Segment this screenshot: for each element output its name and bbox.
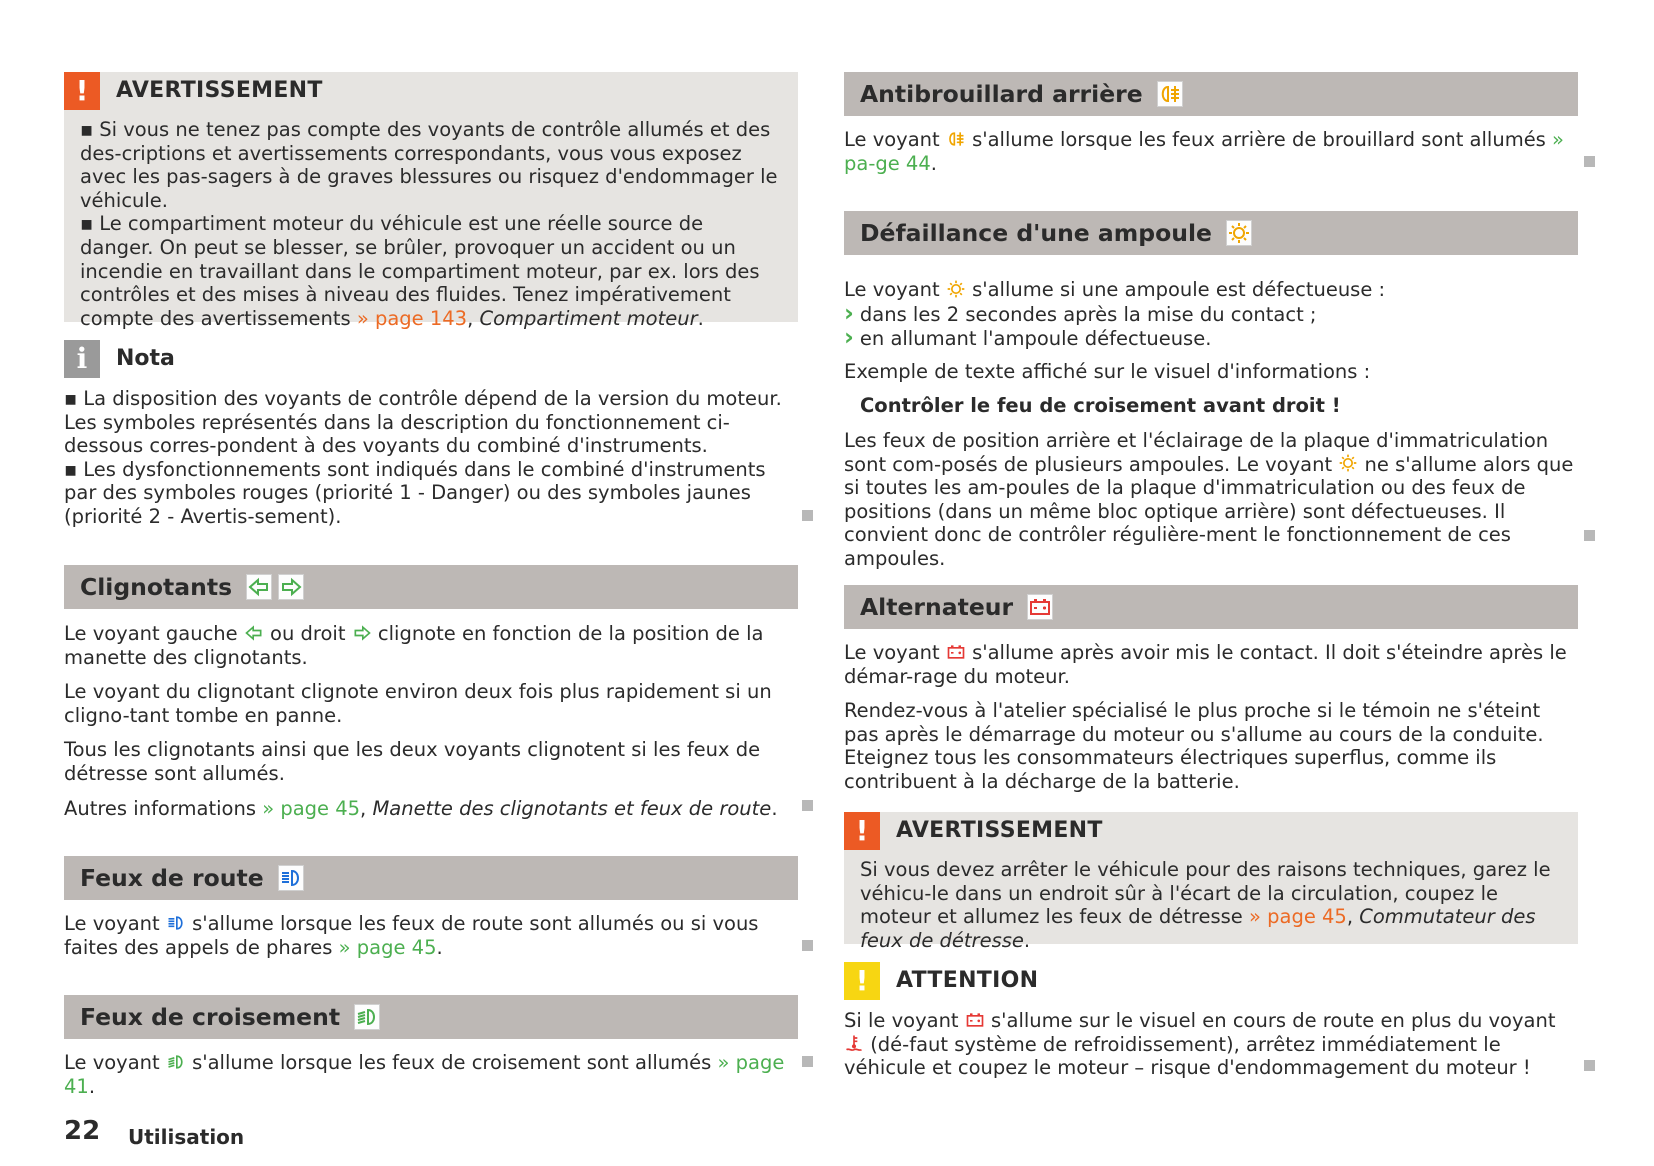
section-header-alternateur (844, 585, 1578, 629)
note-paragraph: ▪ Les dysfonctionnements sont indiqués dans le combiné d'instruments par des symboles rouges (priorité 1 - Danger) ou des symboles jaunes (priorité 2 - Avertis-sement). (64, 458, 798, 529)
bullet-list (844, 302, 1578, 351)
rear-fog-icon (1157, 81, 1183, 107)
section-end-marker (802, 940, 813, 951)
turn-right-icon (278, 574, 304, 600)
page-link[interactable]: » page 45 (1248, 905, 1347, 929)
note-paragraph: ▪ La disposition des voyants de contrôle dépend de la version du moteur. Les symboles représentés dans la description du fonctionnement ci-dessous corres-pondent à des voyants du combiné d'instruments. (64, 387, 798, 458)
high-beam-icon (166, 913, 186, 933)
page-link[interactable]: » page 45 (338, 935, 437, 959)
exclamation-icon: ! (844, 812, 880, 850)
warning-paragraph: Si vous devez arrêter le véhicule pour des raisons techniques, garez le véhicu-le dans un endroit sûr à l'écart de la circulation, coupez le moteur et allumez les feux de détresse » page 45, Commutateur des feux de détresse. (860, 858, 1551, 952)
section-header-feux-de-croisement (64, 995, 798, 1039)
section-header-clignotants (64, 565, 798, 609)
turn-right-icon (352, 623, 372, 643)
warning-box (844, 812, 1578, 952)
paragraph: Le voyant du clignotant clignote environ deux fois plus rapidement si un cligno-tant tombe en panne. (64, 680, 772, 727)
section-end-marker (1584, 530, 1595, 541)
display-message-example: Contrôler le feu de croisement avant droit ! (860, 394, 1341, 418)
rear-fog-icon (946, 129, 966, 149)
bulb-failure-icon (1226, 220, 1252, 246)
section-title-wrap (860, 72, 1183, 116)
paragraph: Le voyant gauche ou droit clignote en fonction de la position de la manette des clignotants. (64, 622, 764, 669)
section-title: Clignotants (80, 573, 233, 601)
page-number: 22 (64, 1116, 101, 1146)
paragraph: Le voyant s'allume après avoir mis le contact. Il doit s'éteindre après le démar-rage du moteur. (844, 641, 1567, 688)
warning-header (64, 72, 798, 110)
paragraph: Exemple de texte affiché sur le visuel d'informations : (844, 359, 1371, 383)
bulb-failure-icon (1338, 453, 1358, 473)
section-body-alternateur (844, 641, 1578, 794)
section-title: Défaillance d'une ampoule (860, 219, 1212, 247)
section-body-feux-de-croisement (64, 1051, 798, 1098)
low-beam-icon (354, 1004, 380, 1030)
coolant-icon (844, 1033, 864, 1053)
turn-left-icon (246, 574, 272, 600)
section-header-ampoule (844, 211, 1578, 255)
paragraph: Le voyant s'allume lorsque les feux de croisement sont allumés » page 41. (64, 1051, 785, 1098)
paragraph: Les feux de position arrière et l'éclairage de la plaque d'immatriculation sont com-posés de plusieurs ampoules. Le voyant ne s'allume alors que si toutes les am-poules de la plaque d'immatriculation ou des feux de positions (dans un même bloc optique arrière) sont défectueuses. Il convient donc de contrôler régulière-ment le fonctionnement de ces ampoules. (844, 428, 1574, 570)
section-body-ampoule (844, 278, 1578, 571)
low-beam-icon (166, 1052, 186, 1072)
battery-icon (946, 642, 966, 662)
note-box (64, 340, 798, 529)
paragraph: Autres informations » page 45, Manette des clignotants et feux de route. (64, 796, 778, 820)
section-title: Antibrouillard arrière (860, 80, 1143, 108)
section-end-marker (1584, 1060, 1595, 1071)
attention-title: ATTENTION (896, 968, 1039, 993)
section-title-wrap (80, 995, 380, 1039)
exclamation-icon: ! (844, 962, 880, 1000)
section-title-wrap (860, 585, 1053, 629)
section-header-feux-de-route (64, 856, 798, 900)
warning-paragraph: ▪ Le compartiment moteur du véhicule est une réelle source de danger. On peut se blesser, se brûler, provoquer un accident ou un incendie en travaillant dans le compartiment moteur, par ex. lors des contrôles et des mises à niveau des fluides. Tenez impérativement compte des avertissements » page 143, Compartiment moteur. (80, 212, 782, 330)
attention-header (844, 962, 1578, 1000)
exclamation-icon: ! (64, 72, 100, 110)
section-title: Alternateur (860, 593, 1014, 621)
section-title: Feux de croisement (80, 1003, 341, 1031)
section-end-marker (802, 800, 813, 811)
warning-box (64, 72, 798, 330)
warning-title: AVERTISSEMENT (116, 78, 323, 103)
warning-title: AVERTISSEMENT (896, 818, 1103, 843)
section-title-wrap (80, 565, 304, 609)
attention-body (844, 1000, 1578, 1080)
paragraph: Le voyant s'allume si une ampoule est défectueuse : (844, 278, 1386, 301)
page-link[interactable]: » page 45 (262, 796, 361, 820)
paragraph: Le voyant s'allume lorsque les feux de route sont allumés ou si vous faites des appels de phares » page 45. (64, 912, 759, 959)
warning-body (844, 850, 1578, 962)
turn-left-icon (244, 623, 264, 643)
note-title: Nota (116, 346, 175, 371)
page-link[interactable]: » pa-ge 44 (844, 128, 1564, 175)
list-item: › en allumant l'ampoule défectueuse. (844, 326, 1578, 351)
section-end-marker (802, 510, 813, 521)
info-icon: i (64, 340, 100, 378)
section-end-marker (802, 1056, 813, 1067)
warning-paragraph: ▪ Si vous ne tenez pas compte des voyants de contrôle allumés et des des-criptions et avertissements correspondants, vous vous exposez avec les pas-sagers à de graves blessures ou risquez d'endommager le véhicule. (80, 118, 782, 212)
section-body-antibrouillard (844, 128, 1578, 175)
high-beam-icon (278, 865, 304, 891)
section-title-wrap (80, 856, 304, 900)
section-title: Feux de route (80, 864, 264, 892)
section-title-wrap (860, 211, 1252, 255)
note-body (64, 378, 798, 529)
section-body-clignotants (64, 622, 798, 820)
warning-body (64, 110, 798, 340)
list-item: › dans les 2 secondes après la mise du contact ; (844, 302, 1578, 327)
section-end-marker (1584, 156, 1595, 167)
paragraph: Rendez-vous à l'atelier spécialisé le plus proche si le témoin ne s'éteint pas après le démarrage du moteur ou s'allume au cours de la conduite. Eteignez tous les consommateurs électriques superflus, comme ils contribuent à la décharge de la batterie. (844, 699, 1544, 793)
page-link[interactable]: » page 143 (356, 306, 468, 330)
paragraph: Le voyant s'allume lorsque les feux arrière de brouillard sont allumés » pa-ge 44. (844, 128, 1564, 175)
attention-paragraph: Si le voyant s'allume sur le visuel en cours de route en plus du voyant (dé-faut système de refroidissement), arrêtez immédiatement le véhicule et coupez le moteur – risque d'endommagement du moteur ! (844, 1009, 1556, 1080)
paragraph: Tous les clignotants ainsi que les deux voyants clignotent si les feux de détresse sont allumés. (64, 738, 761, 785)
battery-icon (1027, 594, 1053, 620)
attention-box (844, 962, 1578, 1080)
footer-section-label: Utilisation (128, 1125, 245, 1149)
section-body-feux-de-route (64, 912, 798, 959)
note-header (64, 340, 798, 378)
page-link[interactable]: » page 41 (64, 1051, 785, 1098)
battery-icon (965, 1010, 985, 1030)
warning-header (844, 812, 1578, 850)
section-header-antibrouillard (844, 72, 1578, 116)
bulb-failure-icon (946, 279, 966, 299)
